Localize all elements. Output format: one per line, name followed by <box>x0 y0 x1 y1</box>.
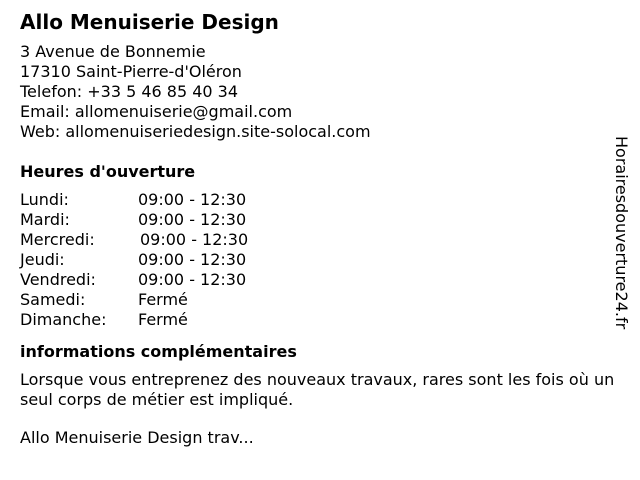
business-name: Allo Menuiserie Design <box>20 10 279 34</box>
hours-row-monday <box>20 190 620 210</box>
hours-row-tuesday <box>20 210 620 230</box>
day-label: Samedi: <box>20 290 86 309</box>
time-value: 09:00 - 12:30 <box>138 210 247 229</box>
day-label: Dimanche: <box>20 310 107 329</box>
street-address: 3 Avenue de Bonnemie <box>20 42 206 61</box>
hours-row-saturday <box>20 290 620 310</box>
time-value: 09:00 - 12:30 <box>138 250 247 269</box>
web-line: Web: allomenuiseriedesign.site-solocal.com <box>20 122 371 141</box>
time-value: 09:00 - 12:30 <box>138 190 247 209</box>
info-paragraph-truncated: Allo Menuiserie Design trav... <box>20 428 254 447</box>
day-label: Lundi: <box>20 190 69 209</box>
day-label: Vendredi: <box>20 270 96 289</box>
day-label: Mercredi: <box>20 230 95 249</box>
phone-line: Telefon: +33 5 46 85 40 34 <box>20 82 239 101</box>
time-value: Fermé <box>138 290 188 309</box>
opening-hours-list <box>20 190 620 330</box>
time-value: 09:00 - 12:30 <box>138 270 247 289</box>
hours-row-sunday <box>20 310 620 330</box>
hours-row-friday <box>20 270 620 290</box>
hours-row-thursday <box>20 250 620 270</box>
hours-row-wednesday <box>20 230 620 250</box>
contact-block <box>20 42 620 142</box>
business-info-card <box>20 8 620 448</box>
time-value: Fermé <box>138 310 188 329</box>
time-value: 09:00 - 12:30 <box>140 230 249 249</box>
site-watermark: Horairesdouverture24.fr <box>612 136 631 330</box>
hours-heading: Heures d'ouverture <box>20 162 196 181</box>
day-label: Mardi: <box>20 210 70 229</box>
info-paragraph: Lorsque vous entreprenez des nouveaux travaux, rares sont les fois où un seul corps de métier est impliqué. <box>20 370 615 409</box>
city-address: 17310 Saint-Pierre-d'Oléron <box>20 62 242 81</box>
email-line: Email: allomenuiserie@gmail.com <box>20 102 293 121</box>
info-heading: informations complémentaires <box>20 342 297 361</box>
day-label: Jeudi: <box>20 250 65 269</box>
